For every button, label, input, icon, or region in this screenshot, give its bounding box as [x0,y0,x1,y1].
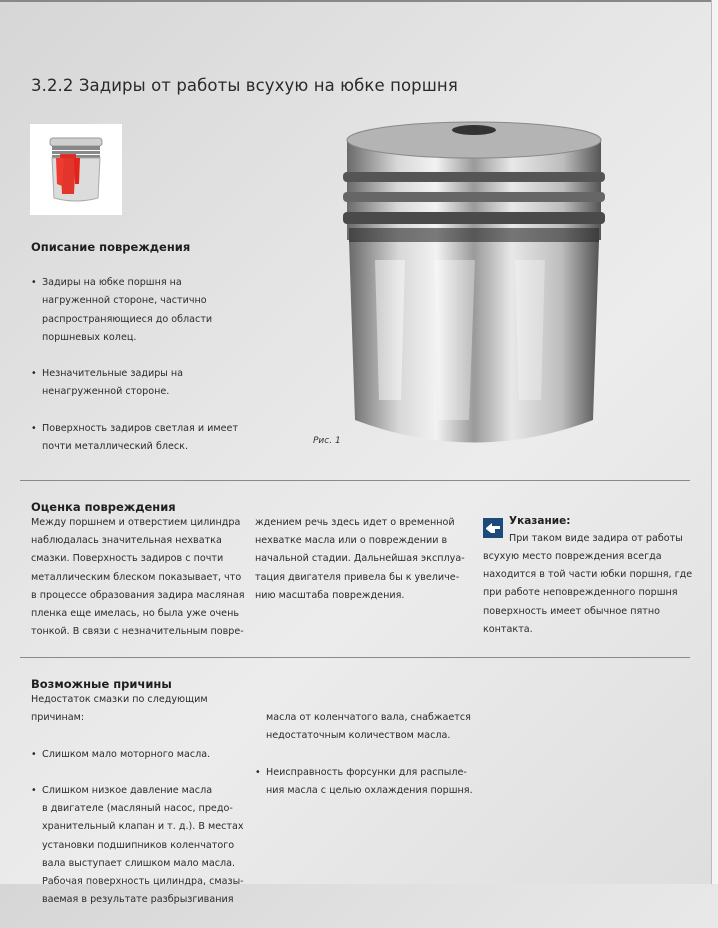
causes-heading: Возможные причины [31,677,172,691]
page-title: 3.2.2 Задиры от работы всухую на юбке поршня [31,76,458,95]
damage-description-section [31,240,271,474]
causes-list-2 [255,745,485,818]
causes-col1 [31,691,266,928]
hint-text: всухую место повреждения всегда находится в той части юбки поршня, где при работе неповрежденного поршня поверхность имеет обычное пятно контакта. [483,551,693,635]
hint-heading: Указание: [509,515,571,527]
piston-damage-thumbnail [30,124,122,215]
causes-list [31,727,266,927]
description-list [31,256,271,474]
list-item: • Слишком мало моторного масла. [31,746,266,764]
list-item: • Задиры на юбке поршня на нагруженной стороне, частично распространяющиеся до области поршневых колец. [31,274,271,347]
damage-assessment-section [31,500,176,514]
list-item: • Поверхность задиров светлая и имеет почти металлический блеск. [31,420,271,456]
page-top-border [0,0,711,2]
section-divider [20,480,690,481]
list-item: • Неисправность форсунки для распыле- ния масла с целью охлаждения поршня. [255,764,485,800]
list-item: • Незначительные задиры на ненагруженной стороне. [31,365,271,401]
page-edge [711,0,718,884]
figure-caption: Рис. 1 [313,436,341,446]
hint-text-first: При таком виде задира от работы [509,533,683,544]
assessment-col1: Между поршнем и отверстием цилиндра наблюдалась значительная нехватка смазки. Поверхность задиров с почти металлическим блеском показывает, что в процессе образования задира масляная пленка еще имелась, но была уже очень тонкой. В связи с незначительным повре- [31,517,245,638]
assessment-heading: Оценка повреждения [31,500,176,514]
piston-photo [335,120,613,456]
causes-intro: Недостаток смазки по следующим причинам: [31,694,208,724]
description-heading: Описание повреждения [31,240,191,254]
pointing-hand-icon [483,518,503,538]
list-item: • Слишком низкое давление масла в двигателе (масляный насос, предо- хранительный клапан и т. д.). В местах установки подшипников коленчатого вала выступает слишком мало масла. Рабочая поверхность цилиндра, смазы- ваемая в результате разбрызгивания [31,782,266,909]
section-divider [20,657,690,658]
assessment-col2: ждением речь здесь идет о временной нехватке масла или о повреждении в начальной стадии. Дальнейшая эксплуа- тация двигателя привела бы к увеличе- нию масштаба повреждения. [255,517,465,601]
causes-continuation: масла от коленчатого вала, снабжается недостаточным количеством масла. [266,712,471,742]
causes-col2 [255,709,485,818]
